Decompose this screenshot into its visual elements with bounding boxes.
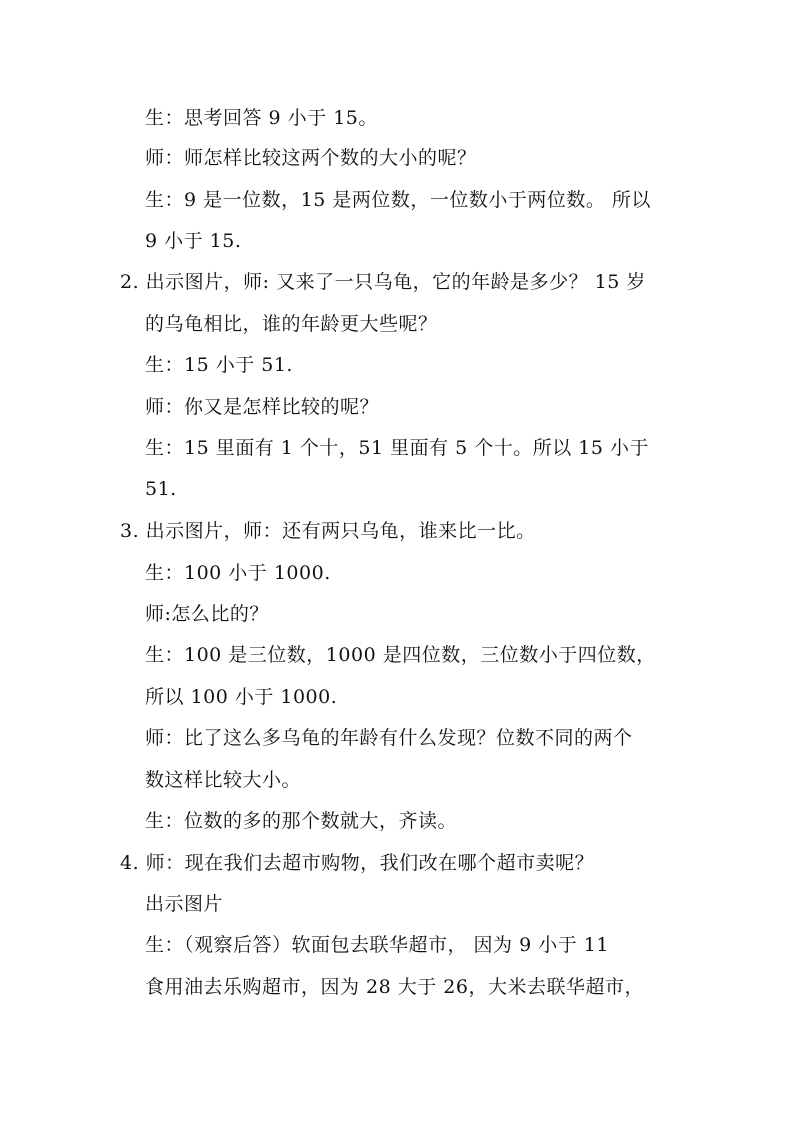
text-line: 生：100 是三位数，1000 是四位数，三位数小于四位数，: [145, 644, 656, 666]
text-line: 所以 100 小于 1000.: [145, 686, 338, 708]
numbered-item-2: 2. 出示图片，师: 又来了一只乌龟，它的年龄是多少？ 15 岁: [120, 271, 646, 293]
text-line: 生：位数的多的那个数就大，齐读。: [145, 810, 458, 832]
text-line: 9 小于 15.: [145, 230, 242, 252]
text-line: 师：师怎样比较这两个数的大小的呢？: [145, 147, 477, 169]
text-line: 生：思考回答 9 小于 15。: [145, 107, 378, 129]
text-line: 生：15 小于 51.: [145, 354, 293, 376]
text-line: 师：比了这么多乌龟的年龄有什么发现？位数不同的两个: [145, 727, 633, 749]
text-line: 师:怎么比的？: [145, 603, 269, 625]
text-line: 生：（观察后答）软面包去联华超市， 因为 9 小于 11: [145, 934, 609, 956]
text-line: 生：100 小于 1000.: [145, 562, 331, 584]
numbered-item-4: 4. 师：现在我们去超市购物，我们改在哪个超市卖呢？: [120, 852, 595, 874]
text-line: 数这样比较大小。: [145, 769, 302, 791]
text-line: 生：15 里面有 1 个十，51 里面有 5 个十。所以 15 小于: [145, 437, 650, 459]
text-line: 食用油去乐购超市，因为 28 大于 26，大米去联华超市，: [145, 976, 644, 998]
numbered-item-3: 3. 出示图片，师：还有两只乌龟，谁来比一比。: [120, 520, 536, 542]
text-line: 师：你又是怎样比较的呢？: [145, 396, 380, 418]
text-line: 的乌龟相比，谁的年龄更大些呢？: [145, 313, 438, 335]
text-line: 生：9 是一位数，15 是两位数，一位数小于两位数。 所以: [145, 189, 651, 211]
text-line: 51.: [145, 478, 177, 500]
text-line: 出示图片: [145, 893, 224, 915]
